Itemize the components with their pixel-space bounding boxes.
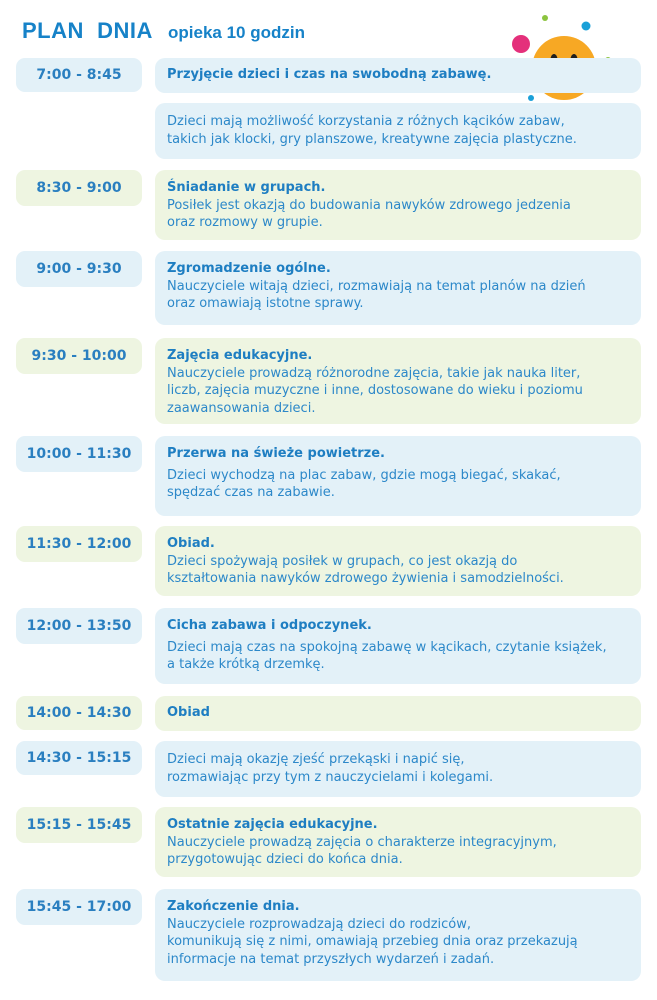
entry-heading: Przerwa na świeże powietrze.: [167, 446, 385, 461]
schedule-entry: [155, 251, 641, 325]
entry-description: Dzieci mają okazję zjeść przekąski i napić się, rozmawiając przy tym z nauczycielami i kolegami.: [167, 752, 494, 785]
schedule-entry: [155, 170, 641, 240]
time-slot: 7:00 - 8:45: [16, 58, 142, 92]
time-slot: 15:45 - 17:00: [16, 889, 142, 925]
entry-heading: Zakończenie dnia.: [167, 899, 300, 914]
entry-description: Nauczyciele witają dzieci, rozmawiają na temat planów na dzień oraz omawiają istotne sprawy.: [167, 278, 586, 311]
schedule-entry: [155, 58, 641, 93]
schedule-entry: [155, 889, 641, 981]
entry-description: Dzieci mają czas na spokojną zabawę w kącikach, czytanie książek, a także krótką drzemkę.: [167, 639, 607, 672]
entry-description: Nauczyciele rozprowadzają dzieci do rodziców, komunikują się z nimi, omawiają przebieg dnia oraz przekazują informacje na temat przyszłych wydarzeń i zadań.: [167, 916, 578, 967]
schedule-entry: [155, 807, 641, 877]
time-slot: 15:15 - 15:45: [16, 807, 142, 843]
schedule-entry: [155, 103, 641, 159]
entry-heading: Zgromadzenie ogólne.: [167, 261, 331, 276]
time-slot: 8:30 - 9:00: [16, 170, 142, 206]
entry-description: Dzieci mają możliwość korzystania z różnych kącików zabaw, takich jak klocki, gry planszowe, kreatywne zajęcia plastyczne.: [167, 114, 577, 147]
time-slot: 14:30 - 15:15: [16, 741, 142, 775]
entry-description: Nauczyciele prowadzą zajęcia o charakterze integracyjnym, przygotowując dzieci do końca dnia.: [167, 834, 557, 867]
schedule-entry: [155, 696, 641, 731]
schedule-entry: [155, 741, 641, 797]
time-slot: 14:00 - 14:30: [16, 696, 142, 730]
entry-heading: Zajęcia edukacyjne.: [167, 348, 313, 363]
entry-heading: Obiad: [167, 705, 210, 720]
page-subtitle: opieka 10 godzin: [168, 23, 305, 42]
entry-description: Dzieci wychodzą na plac zabaw, gdzie mogą biegać, skakać, spędzać czas na zabawie.: [167, 467, 561, 500]
time-slot: 10:00 - 11:30: [16, 436, 142, 472]
entry-heading: Ostatnie zajęcia edukacyjne.: [167, 817, 378, 832]
time-slot: 12:00 - 13:50: [16, 608, 142, 644]
entry-heading: Przyjęcie dzieci i czas na swobodną zabawę.: [167, 67, 492, 82]
schedule-entry: [155, 338, 641, 424]
entry-description: Nauczyciele prowadzą różnorodne zajęcia, takie jak nauka liter, liczb, zajęcia muzyczne i inne, dostosowane do wieku i poziomu zaawansowania dzieci.: [167, 365, 583, 416]
time-slot: 9:30 - 10:00: [16, 338, 142, 374]
time-slot: 9:00 - 9:30: [16, 251, 142, 287]
entry-description: Dzieci spożywają posiłek w grupach, co jest okazją do kształtowania nawyków zdrowego żywienia i samodzielności.: [167, 553, 564, 586]
schedule-entry: [155, 608, 641, 684]
page-title: PLAN DNIA: [22, 18, 153, 43]
entry-description: Posiłek jest okazją do budowania nawyków zdrowego jedzenia oraz rozmowy w grupie.: [167, 197, 571, 230]
time-slot: 11:30 - 12:00: [16, 526, 142, 562]
entry-heading: Obiad.: [167, 536, 215, 551]
schedule-entry: [155, 436, 641, 516]
schedule-entry: [155, 526, 641, 596]
entry-heading: Śniadanie w grupach.: [167, 180, 326, 195]
entry-heading: Cicha zabawa i odpoczynek.: [167, 618, 372, 633]
